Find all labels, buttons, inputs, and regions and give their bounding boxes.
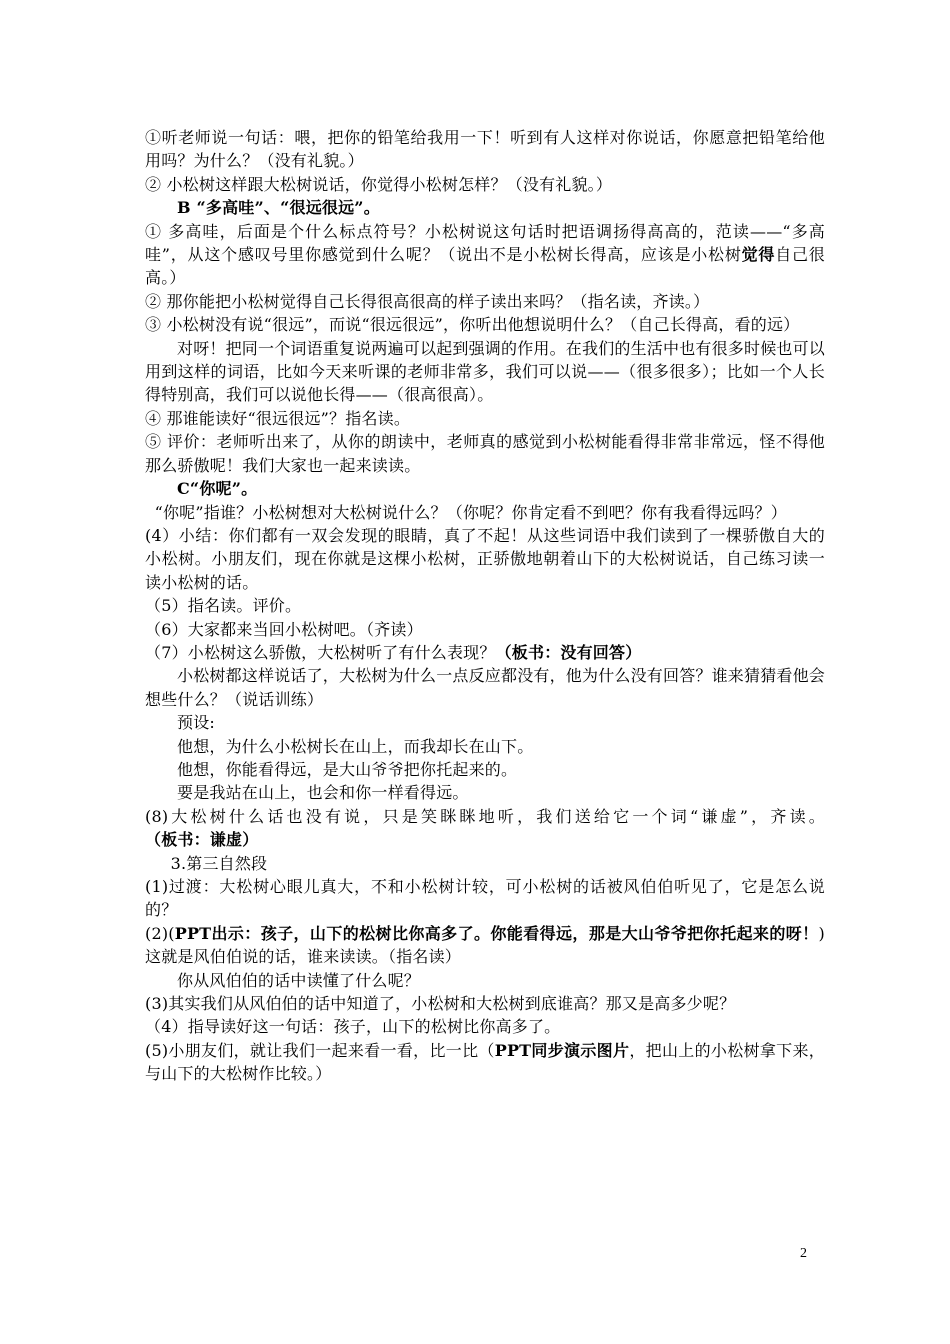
paragraph: ② 那你能把小松树觉得自己长得很高很高的样子读出来吗？（指名读，齐读。）	[145, 291, 710, 311]
text-run: 自己很高。）	[145, 245, 825, 288]
paragraph: 对呀！把同一个词语重复说两遍可以起到强调的作用。在我们的生活中也有很多时候也可以用到这样的词语，比如今天来听课的老师非常多，我们可以说——（很多很多）；比如一个人长得特别高，我们可以说他长得——（很高很高）。	[145, 338, 826, 405]
paragraph: 要是我站在山上，也会和你一样看得远。	[177, 783, 469, 803]
text-run: （7）小松树这么骄傲，大松树听了有什么表现？	[145, 642, 496, 662]
section-heading-3: 3.第三自然段	[170, 853, 268, 873]
text-run: (2)(	[145, 923, 175, 943]
paragraph: （5）指名读。评价。	[145, 596, 302, 616]
paragraph: 你从风伯伯的话中读懂了什么呢？	[177, 970, 421, 990]
paragraph: (1)过渡：大松树心眼儿真大，不和小松树计较，可小松树的话被风伯伯听见了，它是怎么说的？	[145, 877, 825, 920]
text-run: ，把山上的小松树拿下来，与山下的大松树作比较。）	[145, 1040, 825, 1084]
paragraph	[145, 641, 825, 664]
paragraph: 他想，你能看得远，是大山爷爷把你托起来的。	[177, 759, 518, 779]
document-body	[145, 126, 825, 1086]
ppt-note: PPT出示：孩子，山下的松树比你高多了。你能看得远，那是大山爷爷把你托起来的呀！	[174, 923, 819, 943]
paragraph: ② 小松树这样跟大松树说话，你觉得小松树怎样？（没有礼貌。）	[145, 174, 613, 194]
page-number: 2	[800, 1246, 807, 1261]
paragraph: 预设:	[177, 713, 215, 733]
paragraph: “你呢”指谁？小松树想对大松树说什么？（你呢？你肯定看不到吧？你有我看得远吗？）	[154, 502, 787, 522]
board-note: （板书：谦虚）	[145, 830, 259, 850]
paragraph	[145, 922, 825, 969]
text-run: (8)大松树什么话也没有说，只是笑眯眯地听，我们送给它一个词“谦虚”，齐读。	[145, 806, 825, 826]
paragraph	[145, 805, 825, 852]
paragraph: ⑤ 评价：老师听出来了，从你的朗读中，老师真的感觉到小松树能看得非常非常远，怪不得他那么骄傲呢！我们大家也一起来读读。	[145, 432, 825, 475]
paragraph: ①听老师说一句话：喂，把你的铅笔给我用一下！听到有人这样对你说话，你愿意把铅笔给他用吗？为什么？（没有礼貌。）	[145, 128, 825, 171]
section-heading-b: B “多高哇”、“很远很远”。	[177, 198, 380, 218]
board-note: （板书：没有回答）	[495, 642, 642, 662]
paragraph: （6）大家都来当回小松树吧。（齐读）	[145, 619, 423, 639]
paragraph	[145, 1039, 825, 1086]
paragraph: ③ 小松树没有说“很远”，而说“很远很远”，你听出他想说明什么？（自己长得高，看的远）	[145, 315, 800, 335]
paragraph: ④ 那谁能读好“很远很远”？指名读。	[145, 408, 411, 428]
text-run: )这就是风伯伯说的话，谁来读读。（指名读）	[145, 923, 825, 967]
section-heading-c: C“你呢”。	[177, 479, 258, 499]
paragraph: 小松树都这样说话了，大松树为什么一点反应都没有，他为什么没有回答？谁来猜猜看他会想些什么？（说话训练）	[145, 666, 826, 709]
emphasis-text: 觉得	[741, 245, 776, 265]
text-run: ① 多高哇，后面是个什么标点符号？小松树说这句话时把语调扬得高高的，范读——“多高哇”，从这个感叹号里你感觉到什么呢？（说出不是小松树长得高，应该是小松树	[145, 221, 825, 265]
paragraph: (3)其实我们从风伯伯的话中知道了，小松树和大松树到底谁高？那又是高多少呢？	[145, 994, 736, 1014]
paragraph: (4）小结：你们都有一双会发现的眼睛，真了不起！从这些词语中我们读到了一棵骄傲自大的小松树。小朋友们，现在你就是这棵小松树，正骄傲地朝着山下的大松树说话，自己练习读一读小松树的话。	[145, 525, 825, 592]
ppt-note: PPT同步演示图片	[494, 1040, 630, 1060]
paragraph: 他想，为什么小松树长在山上，而我却长在山下。	[177, 736, 534, 756]
text-run: (5)小朋友们，就让我们一起来看一看，比一比（	[145, 1040, 495, 1060]
paragraph	[145, 220, 825, 290]
paragraph: （4）指导读好这一句话：孩子，山下的松树比你高多了。	[145, 1017, 561, 1037]
